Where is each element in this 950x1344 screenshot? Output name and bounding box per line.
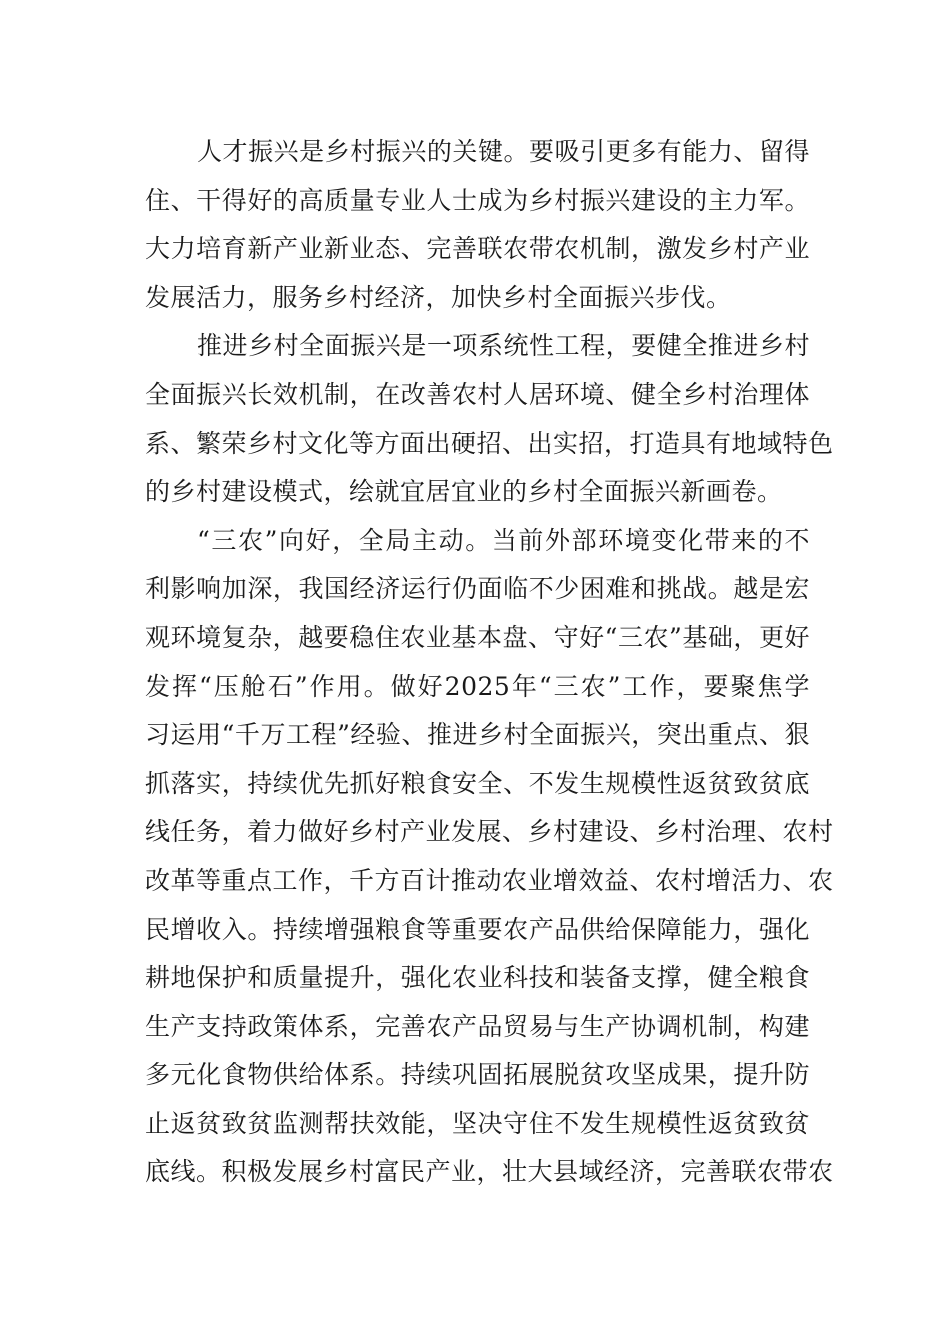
paragraph-talent-revitalization [145, 128, 810, 322]
text-line: 线任务，着力做好乡村产业发展、乡村建设、乡村治理、农村 [145, 817, 834, 847]
text-line: 发展活力，服务乡村经济，加快乡村全面振兴步伐。 [145, 282, 732, 312]
text-line: 住、干得好的高质量专业人士成为乡村振兴建设的主力军。 [145, 185, 810, 215]
text-line: 改革等重点工作，千方百计推动农业增效益、农村增活力、农 [145, 865, 834, 895]
text-line: 推进乡村全面振兴是一项系统性工程，要健全推进乡村 [197, 331, 810, 361]
paragraph-three-rural-issues [145, 517, 834, 1197]
text-line: “三农”向好，全局主动。当前外部环境变化带来的不 [197, 525, 810, 555]
text-line: 大力培育新产业新业态、完善联农带农机制，激发乡村产业 [145, 234, 810, 264]
text-line: 底线。积极发展乡村富民产业，壮大县域经济，完善联农带农 [145, 1157, 834, 1187]
text-line: 全面振兴长效机制，在改善农村人居环境、健全乡村治理体 [145, 379, 810, 409]
text-line: 发挥“压舱石”作用。做好2025年“三农”工作，要聚焦学 [145, 671, 810, 701]
paragraph-systematic-project [145, 322, 834, 516]
text-line: 止返贫致贫监测帮扶效能，坚决守住不发生规模性返贫致贫 [145, 1108, 810, 1138]
text-line: 人才振兴是乡村振兴的关键。要吸引更多有能力、留得 [197, 137, 810, 166]
text-line: 抓落实，持续优先抓好粮食安全、不发生规模性返贫致贫底 [145, 768, 810, 798]
text-line: 耕地保护和质量提升，强化农业科技和装备支撑，健全粮食 [145, 963, 810, 993]
text-line: 民增收入。持续增强粮食等重要农产品供给保障能力，强化 [145, 914, 810, 944]
text-line: 生产支持政策体系，完善农产品贸易与生产协调机制，构建 [145, 1011, 810, 1041]
document-body [145, 128, 834, 1197]
text-line: 习运用“千万工程”经验、推进乡村全面振兴，突出重点、狠 [145, 720, 810, 750]
text-line: 系、繁荣乡村文化等方面出硬招、出实招，打造具有地域特色 [145, 428, 834, 458]
text-line: 利影响加深，我国经济运行仍面临不少困难和挑战。越是宏 [145, 574, 810, 604]
text-line: 的乡村建设模式，绘就宜居宜业的乡村全面振兴新画卷。 [145, 477, 783, 507]
text-line: 多元化食物供给体系。持续巩固拓展脱贫攻坚成果，提升防 [145, 1060, 810, 1090]
text-line: 观环境复杂，越要稳住农业基本盘、守好“三农”基础，更好 [145, 622, 810, 652]
